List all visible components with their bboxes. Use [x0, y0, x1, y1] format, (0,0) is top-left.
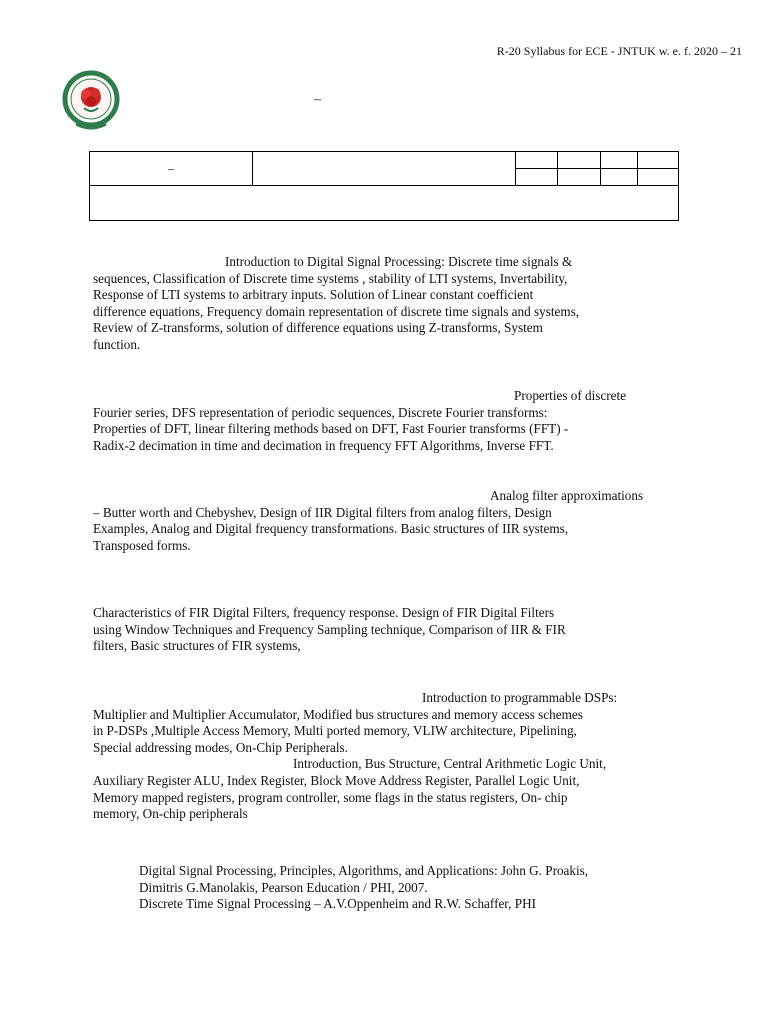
text-line: Response of LTI systems to arbitrary inputs. Solution of Linear constant coefficient — [93, 287, 534, 303]
text-line: Properties of discrete — [514, 388, 627, 403]
c-value-cell — [638, 169, 679, 186]
text-line: Introduction to programmable DSPs: — [422, 690, 618, 705]
text-line: filters, Basic structures of FIR systems, — [93, 638, 301, 654]
text-line: memory, On-chip peripherals — [93, 806, 248, 822]
university-logo — [62, 70, 120, 136]
text-line: Characteristics of FIR Digital Filters, frequency response. Design of FIR Digital Filters — [93, 605, 555, 620]
p-value-cell — [601, 169, 638, 186]
text-line: Examples, Analog and Digital frequency transformations. Basic structures of IIR systems, — [93, 521, 569, 537]
text-line: sequences, Classification of Discrete time systems , stability of LTI systems, Invertability, — [93, 270, 568, 286]
text-line: Properties of DFT, linear filtering methods based on DFT, Fast Fourier transforms (FFT) - — [93, 421, 569, 437]
t-value-cell — [558, 169, 601, 186]
c-header-cell — [638, 152, 679, 169]
text-line: function. — [93, 336, 141, 352]
syllabus-header-note: R-20 Syllabus for ECE - JNTUK w. e. f. 2020 – 21 — [496, 44, 742, 58]
unit-4-content — [93, 605, 673, 655]
course-title-dash: – — [314, 92, 321, 107]
university-seal-icon — [62, 70, 120, 136]
textbook-line: Discrete Time Signal Processing – A.V.Oppenheim and R.W. Schaffer, PHI — [139, 896, 537, 912]
l-value-cell — [516, 169, 558, 186]
course-info-table — [89, 151, 679, 221]
text-line: Radix-2 decimation in time and decimation in frequency FFT Algorithms, Inverse FFT. — [93, 437, 554, 453]
unit-3-content — [93, 488, 673, 554]
text-line: using Window Techniques and Frequency Sampling technique, Comparison of IIR & FIR — [93, 621, 566, 637]
text-line: Special addressing modes, On-Chip Peripherals. — [93, 739, 348, 755]
course-name-cell — [253, 152, 516, 186]
text-line: Fourier series, DFS representation of periodic sequences, Discrete Fourier transforms: — [93, 404, 548, 420]
course-code-cell: – — [90, 152, 253, 186]
text-line: Auxiliary Register ALU, Index Register, Block Move Address Register, Parallel Logic Unit, — [93, 772, 580, 788]
p-header-cell — [601, 152, 638, 169]
text-line: Transposed forms. — [93, 537, 191, 553]
text-line: – Butter worth and Chebyshev, Design of IIR Digital filters from analog filters, Design — [93, 504, 552, 520]
textbook-line: Dimitris G.Manolakis, Pearson Education / PHI, 2007. — [139, 879, 428, 895]
text-line: Review of Z-transforms, solution of difference equations using Z-transforms, System — [93, 320, 543, 336]
unit-1-content — [93, 254, 673, 354]
l-header-cell — [516, 152, 558, 169]
text-line: difference equations, Frequency domain representation of discrete time signals and systems, — [93, 303, 580, 319]
unit-5-content — [93, 690, 673, 823]
text-line: Introduction to Digital Signal Processing: Discrete time signals & — [225, 254, 573, 269]
text-line: Memory mapped registers, program controller, some flags in the status registers, On- chip — [93, 789, 568, 805]
text-line: Introduction, Bus Structure, Central Arithmetic Logic Unit, — [293, 756, 607, 772]
text-line: Multiplier and Multiplier Accumulator, Modified bus structures and memory access schemes — [93, 706, 583, 722]
t-header-cell — [558, 152, 601, 169]
unit-2-content — [93, 388, 673, 454]
course-objectives-cell — [90, 186, 679, 221]
text-line: in P-DSPs ,Multiple Access Memory, Multi ported memory, VLIW architecture, Pipelining, — [93, 723, 577, 739]
textbooks-list — [139, 863, 699, 913]
text-line: Analog filter approximations — [490, 488, 644, 503]
textbook-line: Digital Signal Processing, Principles, Algorithms, and Applications: John G. Proakis, — [139, 863, 589, 878]
